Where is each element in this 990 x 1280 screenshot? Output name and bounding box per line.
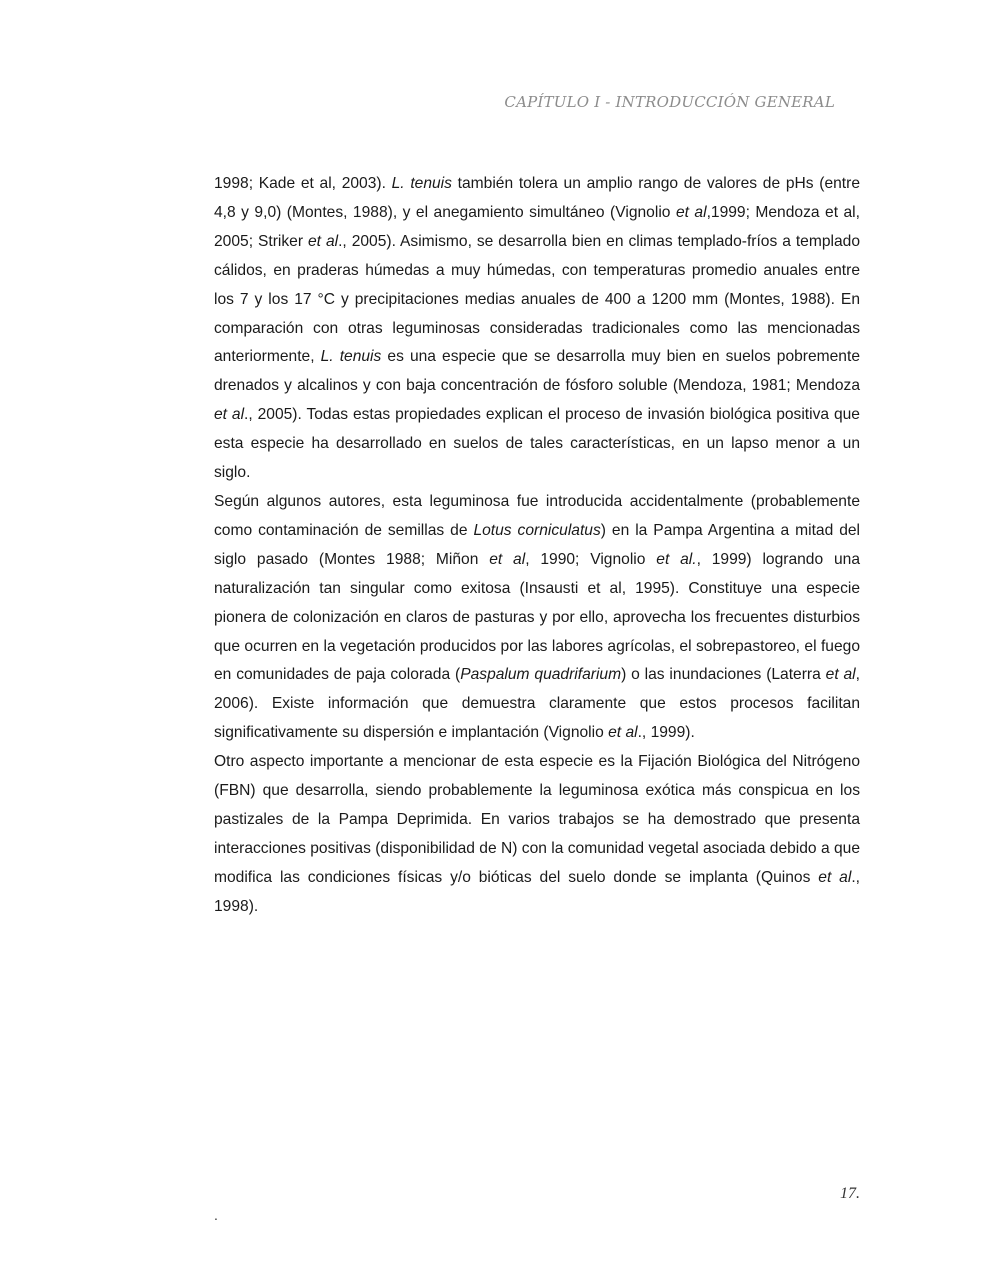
text-run: ) o las inundaciones (Laterra [621,666,826,684]
footer-mark: . [214,1207,218,1223]
text-run: ., 2005). Asimismo, se desarrolla bien en climas templado-fríos a templado cálidos, en praderas húmedas a muy húmedas, con temperaturas promedio anuales entre los 7 y los 17 °C y precipitaciones medias anuales de 400 a 1200 mm (Montes, 1988). En comparación con otras leguminosas consideradas tradicionales como las mencionadas anteriormente, [214,232,860,366]
italic-term: et al [307,232,339,250]
text-run: ) en la Pampa Argentina a mitad del siglo pasado (Montes 1988; Miñon [214,521,861,568]
italic-term: et al [489,550,526,568]
text-run: Otro aspecto importante a mencionar de esta especie es la Fijación Biológica del Nitrógeno (FBN) que desarrolla, siendo probablemente la leguminosa exótica más conspicua en los pastizales de la Pampa Deprimida. En varios trabajos se ha demostrado que presenta interacciones positivas (disponibilidad de N) con la comunidad vegetal asociada debido a que modifica las condiciones físicas y/o bióticas del suelo donde se implanta (Quinos [214,753,860,886]
italic-term: et al [608,724,638,742]
page-number: 17. [840,1185,860,1202]
text-run: ., 1999). [637,724,695,742]
text-run: , 1999) logrando una naturalización tan singular como exitosa (Insausti et al, 1995). Constituye una especie pionera de colonización en claros de pasturas y por ello, aprovecha los frecuentes disturbios que ocurren en la vegetación producidos por las labores agrícolas, el sobrepastoreo, el fuego en comunidades de paja colorada ( [214,550,860,684]
italic-term: et al. [656,550,697,568]
text-run: ., 1998). [214,868,860,915]
text-run: Según algunos autores, esta leguminosa fue introducida accidentalmente (probablemente como contaminación de semillas de [214,492,860,539]
text-run: , 1990; Vignolio [525,550,657,568]
paragraph [214,748,860,921]
text-run: también tolera un amplio rango de valores de pHs (entre 4,8 y 9,0) (Montes, 1988), y el anegamiento simultáneo (Vignolio [214,175,861,221]
italic-term: L. tenuis [320,348,382,366]
running-header: CAPÍTULO I - INTRODUCCIÓN GENERAL [504,93,835,111]
text-run: , 2006). Existe información que demuestra claramente que estos procesos facilitan significativamente su dispersión e implantación (Vignolio [214,666,860,742]
italic-term: Lotus corniculatus [473,521,601,539]
italic-term: et al [675,203,707,221]
italic-term: et al [818,868,852,886]
italic-term: et al [214,406,245,424]
text-run: ., 2005). Todas estas propiedades explican el proceso de invasión biológica positiva que esta especie ha desarrollado en suelos de tales características, en un lapso menor a un siglo. [214,406,860,482]
italic-term: et al [825,666,856,684]
italic-term: L. tenuis [391,175,452,192]
body-text [214,170,860,922]
italic-term: Paspalum quadrifarium [460,666,622,684]
paragraph [214,170,860,488]
text-run: ,1999; Mendoza et al, 2005; Striker [214,203,860,250]
text-run: es una especie que se desarrolla muy bien en suelos pobremente drenados y alcalinos y con baja concentración de fósforo soluble (Mendoza, 1981; Mendoza [214,348,860,395]
text-run: 1998; Kade et al, 2003). [214,175,392,192]
paragraph [214,488,860,748]
